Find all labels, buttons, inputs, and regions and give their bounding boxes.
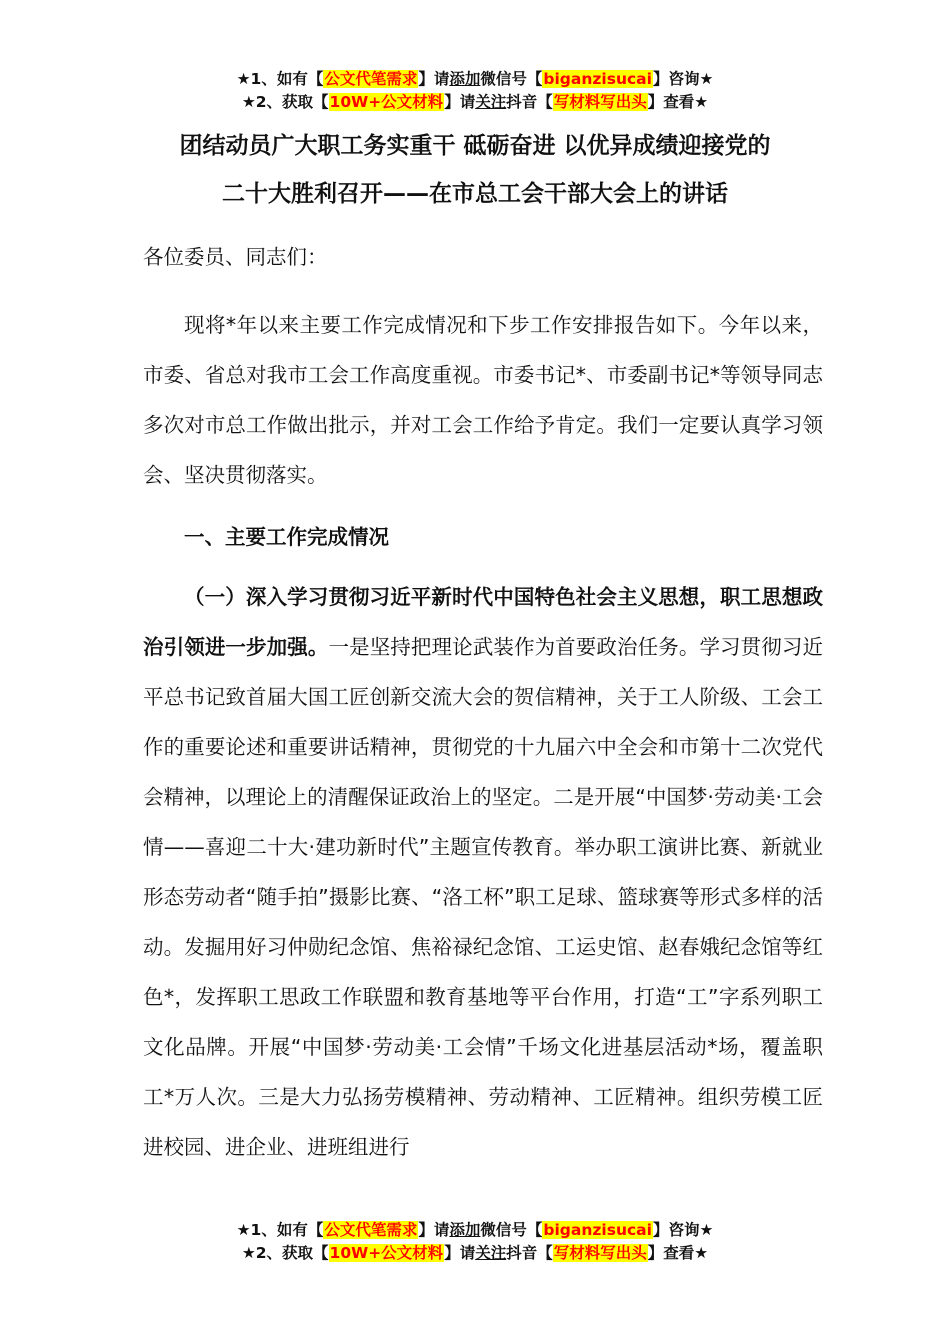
- banner-text: 】查看★: [647, 1244, 709, 1262]
- star-prefix: ★2、获取【: [241, 1244, 329, 1262]
- document-title-line2: 二十大胜利召开——在市总工会干部大会上的讲话: [222, 181, 728, 207]
- banner-text: 】咨询★: [652, 1221, 714, 1239]
- banner-text: 】请: [444, 93, 476, 111]
- banner-text: 】咨询★: [652, 70, 714, 88]
- banner-text: 】请: [444, 1244, 476, 1262]
- star-prefix: ★1、如有【: [236, 70, 324, 88]
- document-body: [143, 232, 823, 1172]
- highlight-douyin-account: 写材料写出头: [553, 1244, 647, 1262]
- underlined-word: 添加: [449, 70, 481, 88]
- highlight-materials: 10W+公文材料: [329, 1244, 444, 1262]
- subsection-paragraph: [143, 572, 823, 1172]
- highlight-service: 公文代笔需求: [324, 70, 418, 88]
- underlined-word: 关注: [475, 1244, 507, 1262]
- header-banner-line1: [0, 68, 950, 91]
- subsection-heading: （一）深入学习贯彻习近平新时代中国特色社会主义思想，职工思想政治引领进一步加强。: [143, 585, 823, 659]
- banner-text: 抖音【: [506, 1244, 553, 1262]
- highlight-douyin-account: 写材料写出头: [553, 93, 647, 111]
- banner-text: 】查看★: [647, 93, 709, 111]
- highlight-service: 公文代笔需求: [324, 1221, 418, 1239]
- underlined-word: 关注: [475, 93, 507, 111]
- document-title-line1: 团结动员广大职工务实重干 砥砺奋进 以优异成绩迎接党的: [179, 133, 771, 159]
- header-banner: [0, 68, 950, 114]
- banner-text: 微信号【: [480, 70, 543, 88]
- banner-text: 】请: [418, 1221, 450, 1239]
- footer-banner: [0, 1219, 950, 1265]
- banner-text: 】请: [418, 70, 450, 88]
- underlined-word: 添加: [449, 1221, 481, 1239]
- intro-paragraph: 现将*年以来主要工作完成情况和下步工作安排报告如下。今年以来，市委、省总对我市工会工作高度重视。市委书记*、市委副书记*等领导同志多次对市总工作做出批示，并对工会工作给予肯定。我们一定要认真学习领会、坚决贯彻落实。: [143, 313, 823, 487]
- highlight-materials: 10W+公文材料: [329, 93, 444, 111]
- salutation: 各位委员、同志们：: [143, 245, 328, 269]
- banner-text: 微信号【: [480, 1221, 543, 1239]
- highlight-wechat-id: biganzisucai: [543, 1221, 652, 1239]
- star-prefix: ★1、如有【: [236, 1221, 324, 1239]
- star-prefix: ★2、获取【: [241, 93, 329, 111]
- header-banner-line2: [0, 91, 950, 114]
- footer-banner-line2: [0, 1242, 950, 1265]
- footer-banner-line1: [0, 1219, 950, 1242]
- section-heading: 一、主要工作完成情况: [184, 525, 389, 549]
- highlight-wechat-id: biganzisucai: [543, 70, 652, 88]
- subsection-body: 一是坚持把理论武装作为首要政治任务。学习贯彻习近平总书记致首届大国工匠创新交流大会的贺信精神，关于工人阶级、工会工作的重要论述和重要讲话精神，贯彻党的十九届六中全会和市第十二次党代会精神，以理论上的清醒保证政治上的坚定。二是开展“中国梦·劳动美·工会情——喜迎二十大·建功新时代”主题宣传教育。举办职工演讲比赛、新就业形态劳动者“随手拍”摄影比赛、“洛工杯”职工足球、篮球赛等形式多样的活动。发掘用好习仲勋纪念馆、焦裕禄纪念馆、工运史馆、赵春娥纪念馆等红色*，发挥职工思政工作联盟和教育基地等平台作用，打造“工”字系列职工文化品牌。开展“中国梦·劳动美·工会情”千场文化进基层活动*场，覆盖职工*万人次。三是大力弘扬劳模精神、劳动精神、工匠精神。组织劳模工匠进校园、进企业、进班组进行: [143, 635, 823, 1159]
- banner-text: 抖音【: [506, 93, 553, 111]
